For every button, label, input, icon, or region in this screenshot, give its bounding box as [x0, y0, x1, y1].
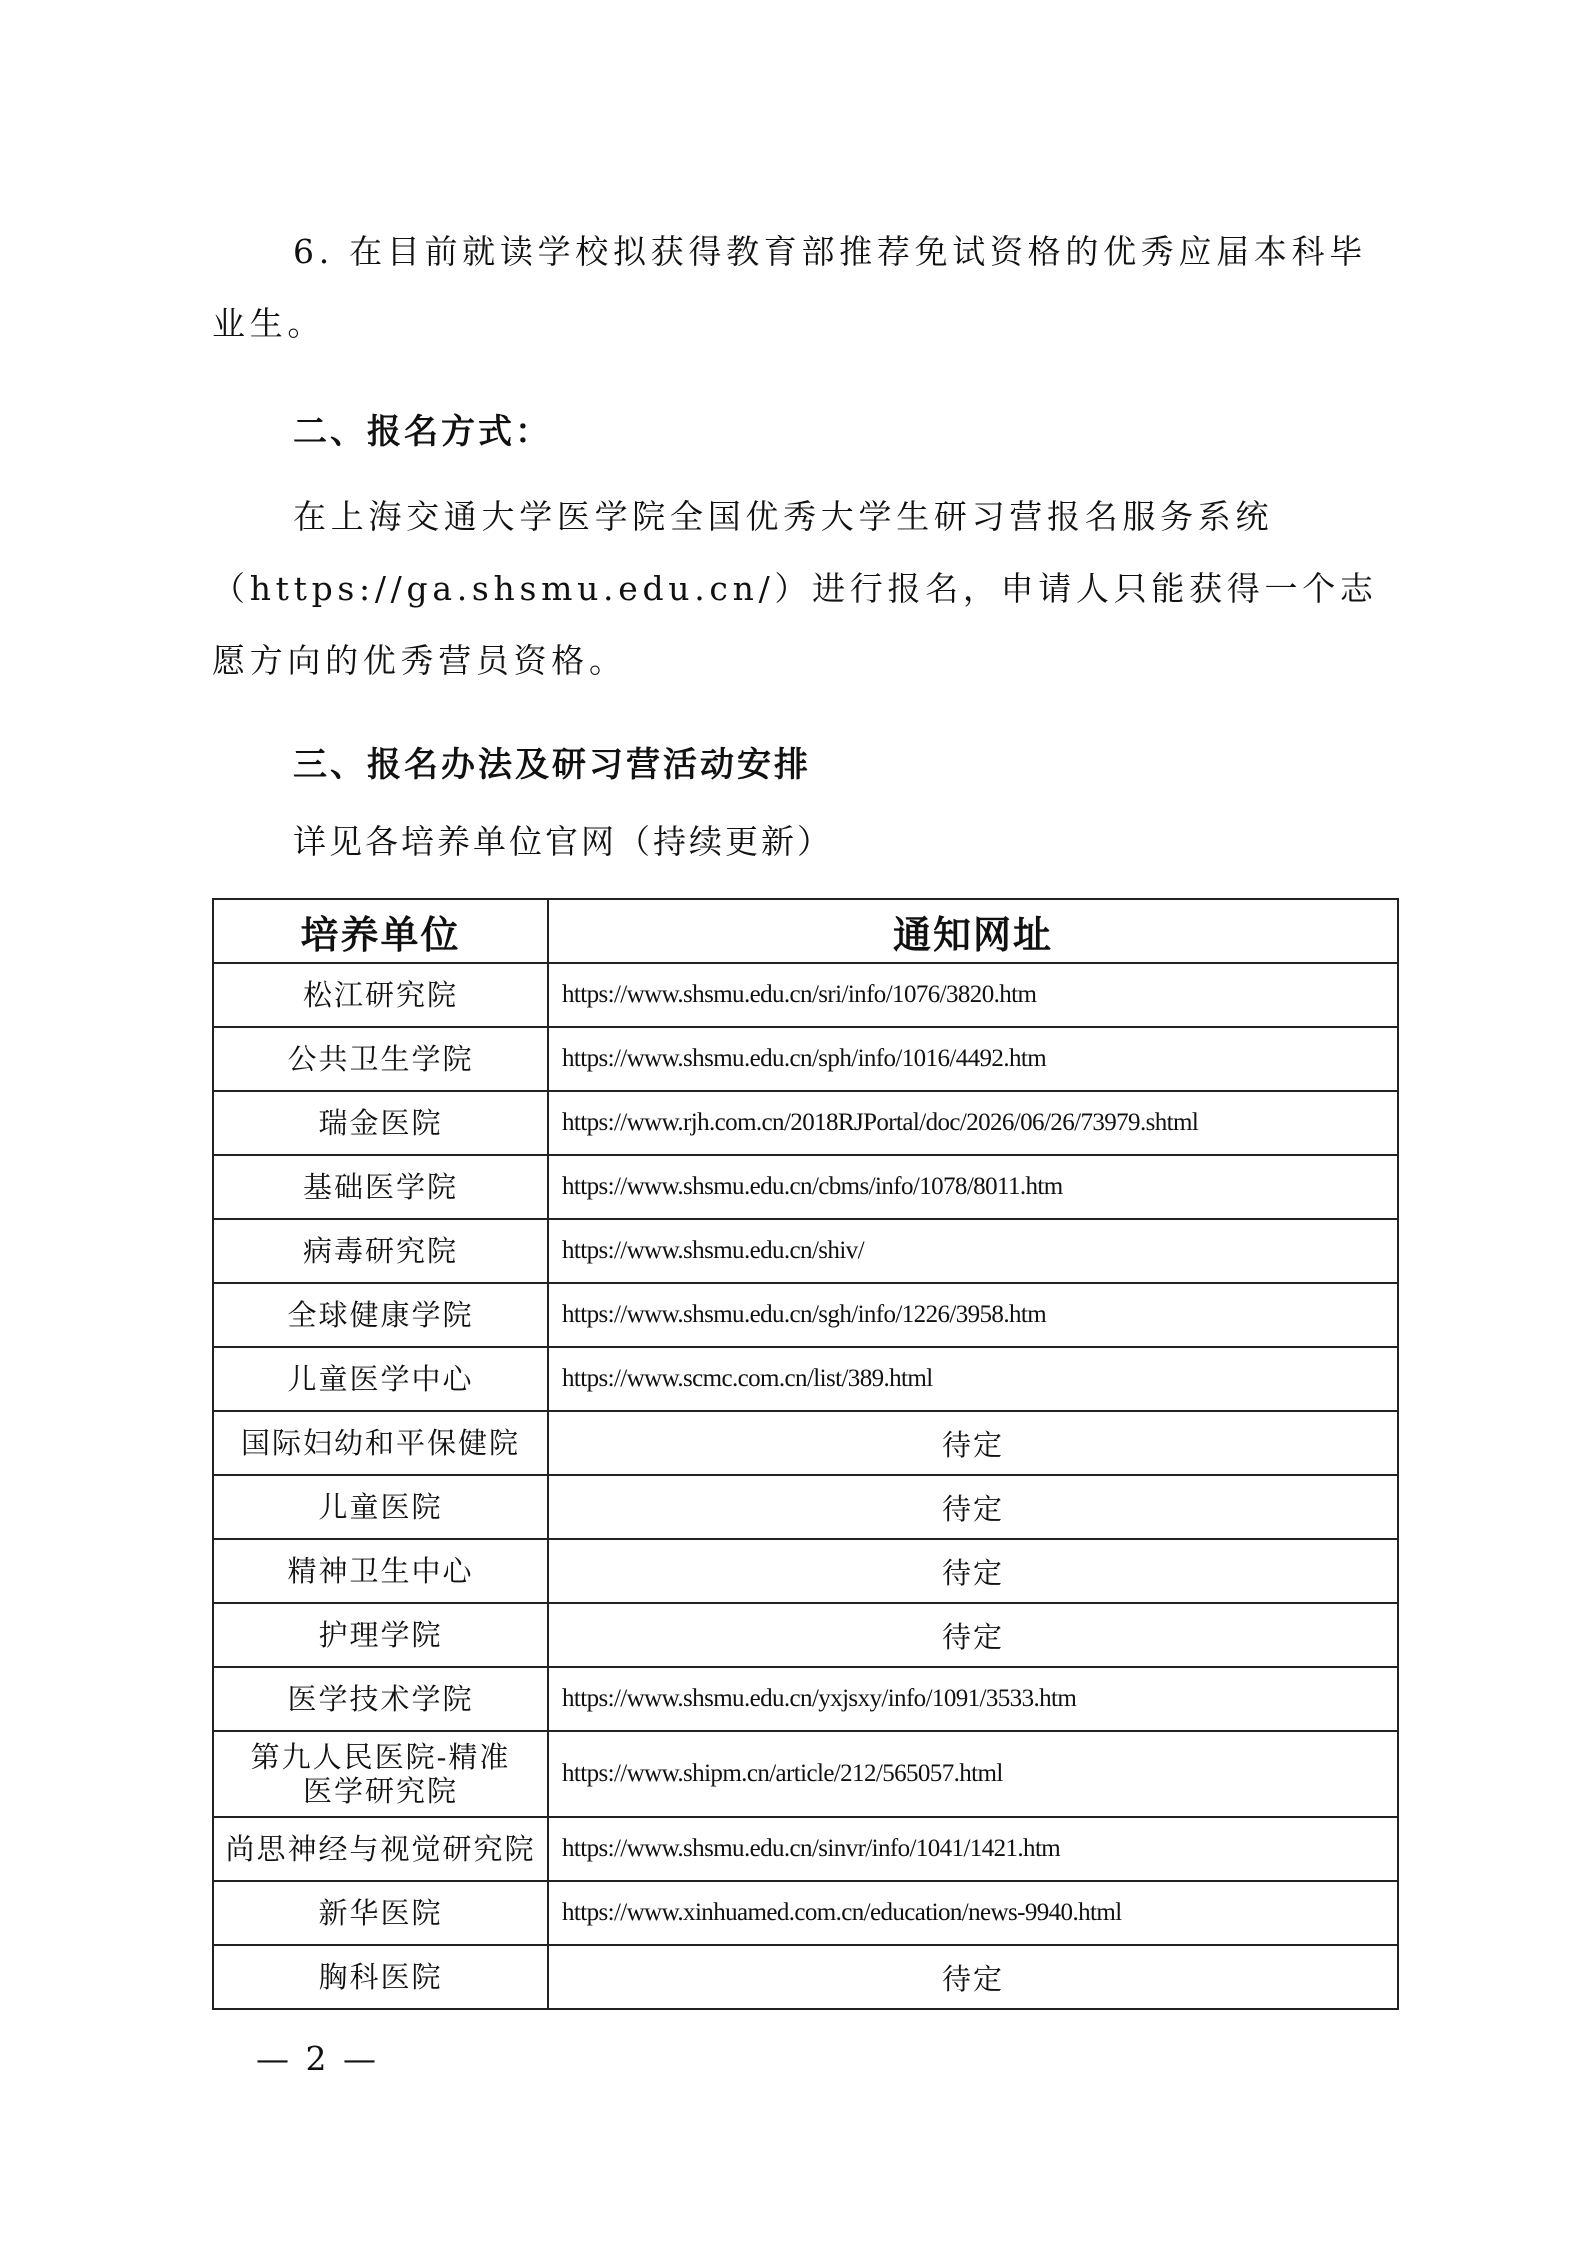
unit-name-cell: 新华医院	[213, 1881, 548, 1945]
table-row	[213, 1881, 1398, 1945]
table-row	[213, 963, 1398, 1027]
table-row	[213, 1091, 1398, 1155]
notice-url-cell[interactable]: https://www.shsmu.edu.cn/shiv/	[548, 1219, 1398, 1283]
unit-name-cell: 儿童医院	[213, 1475, 548, 1539]
section-2-heading: 二、报名方式：	[293, 412, 552, 452]
unit-name-cell: 医学技术学院	[213, 1667, 548, 1731]
unit-name-cell: 国际妇幼和平保健院	[213, 1411, 548, 1475]
unit-name-cell: 护理学院	[213, 1603, 548, 1667]
notice-url-cell[interactable]: https://www.scmc.com.cn/list/389.html	[548, 1347, 1398, 1411]
table-row	[213, 1283, 1398, 1347]
table-row	[213, 1219, 1398, 1283]
notice-url-cell[interactable]: https://www.xinhuamed.com.cn/education/news-9940.html	[548, 1881, 1398, 1945]
table-row	[213, 1411, 1398, 1475]
table-row	[213, 1667, 1398, 1731]
table-row	[213, 1475, 1398, 1539]
unit-name-cell: 基础医学院	[213, 1155, 548, 1219]
unit-name-cell: 瑞金医院	[213, 1091, 548, 1155]
pending-url-cell: 待定	[548, 1539, 1398, 1603]
section-2-body: 在上海交通大学医学院全国优秀大学生研习营报名服务系统（https://ga.shsmu.edu.cn/）进行报名，申请人只能获得一个志愿方向的优秀营员资格。	[212, 497, 1378, 680]
notice-url-cell[interactable]: https://www.shsmu.edu.cn/cbms/info/1078/8011.htm	[548, 1155, 1398, 1219]
pending-url-cell: 待定	[548, 1603, 1398, 1667]
notice-url-cell[interactable]: https://www.shsmu.edu.cn/sph/info/1016/4492.htm	[548, 1027, 1398, 1091]
unit-name-cell: 精神卫生中心	[213, 1539, 548, 1603]
pending-url-cell: 待定	[548, 1411, 1398, 1475]
unit-name-cell: 松江研究院	[213, 963, 548, 1027]
section-3-heading: 三、报名办法及研习营活动安排	[293, 745, 811, 785]
table-row	[213, 1603, 1398, 1667]
item-6-paragraph: 6. 在目前就读学校拟获得教育部推荐免试资格的优秀应届本科毕业生。	[212, 232, 1367, 343]
page-number: — 2 —	[256, 2039, 379, 2078]
table-row	[213, 1027, 1398, 1091]
pending-url-cell: 待定	[548, 1945, 1398, 2009]
unit-name-cell: 病毒研究院	[213, 1219, 548, 1283]
notice-url-cell[interactable]: https://www.shsmu.edu.cn/sgh/info/1226/3958.htm	[548, 1283, 1398, 1347]
unit-name-cell: 第九人民医院-精准医学研究院	[213, 1731, 548, 1817]
table-row	[213, 1817, 1398, 1881]
unit-name-cell: 全球健康学院	[213, 1283, 548, 1347]
notice-url-cell[interactable]: https://www.shipm.cn/article/212/565057.html	[548, 1731, 1398, 1817]
table-row	[213, 1347, 1398, 1411]
training-units-table	[212, 898, 1399, 2010]
unit-name-cell: 公共卫生学院	[213, 1027, 548, 1091]
notice-url-cell[interactable]: https://www.shsmu.edu.cn/sri/info/1076/3820.htm	[548, 963, 1398, 1027]
table-row	[213, 1539, 1398, 1603]
table-row	[213, 1155, 1398, 1219]
unit-name-cell: 尚思神经与视觉研究院	[213, 1817, 548, 1881]
column-header-url: 通知网址	[548, 899, 1398, 963]
section-3-intro: 详见各培养单位官网（持续更新）	[293, 822, 833, 861]
unit-name-cell: 儿童医学中心	[213, 1347, 548, 1411]
table-row	[213, 1945, 1398, 2009]
notice-url-cell[interactable]: https://www.shsmu.edu.cn/yxjsxy/info/1091/3533.htm	[548, 1667, 1398, 1731]
pending-url-cell: 待定	[548, 1475, 1398, 1539]
notice-url-cell[interactable]: https://www.shsmu.edu.cn/sinvr/info/1041/1421.htm	[548, 1817, 1398, 1881]
table-body	[213, 963, 1398, 2009]
unit-name-cell: 胸科医院	[213, 1945, 548, 2009]
table-header-row	[213, 899, 1398, 963]
column-header-unit: 培养单位	[213, 899, 548, 963]
notice-url-cell[interactable]: https://www.rjh.com.cn/2018RJPortal/doc/2026/06/26/73979.shtml	[548, 1091, 1398, 1155]
table-row	[213, 1731, 1398, 1817]
